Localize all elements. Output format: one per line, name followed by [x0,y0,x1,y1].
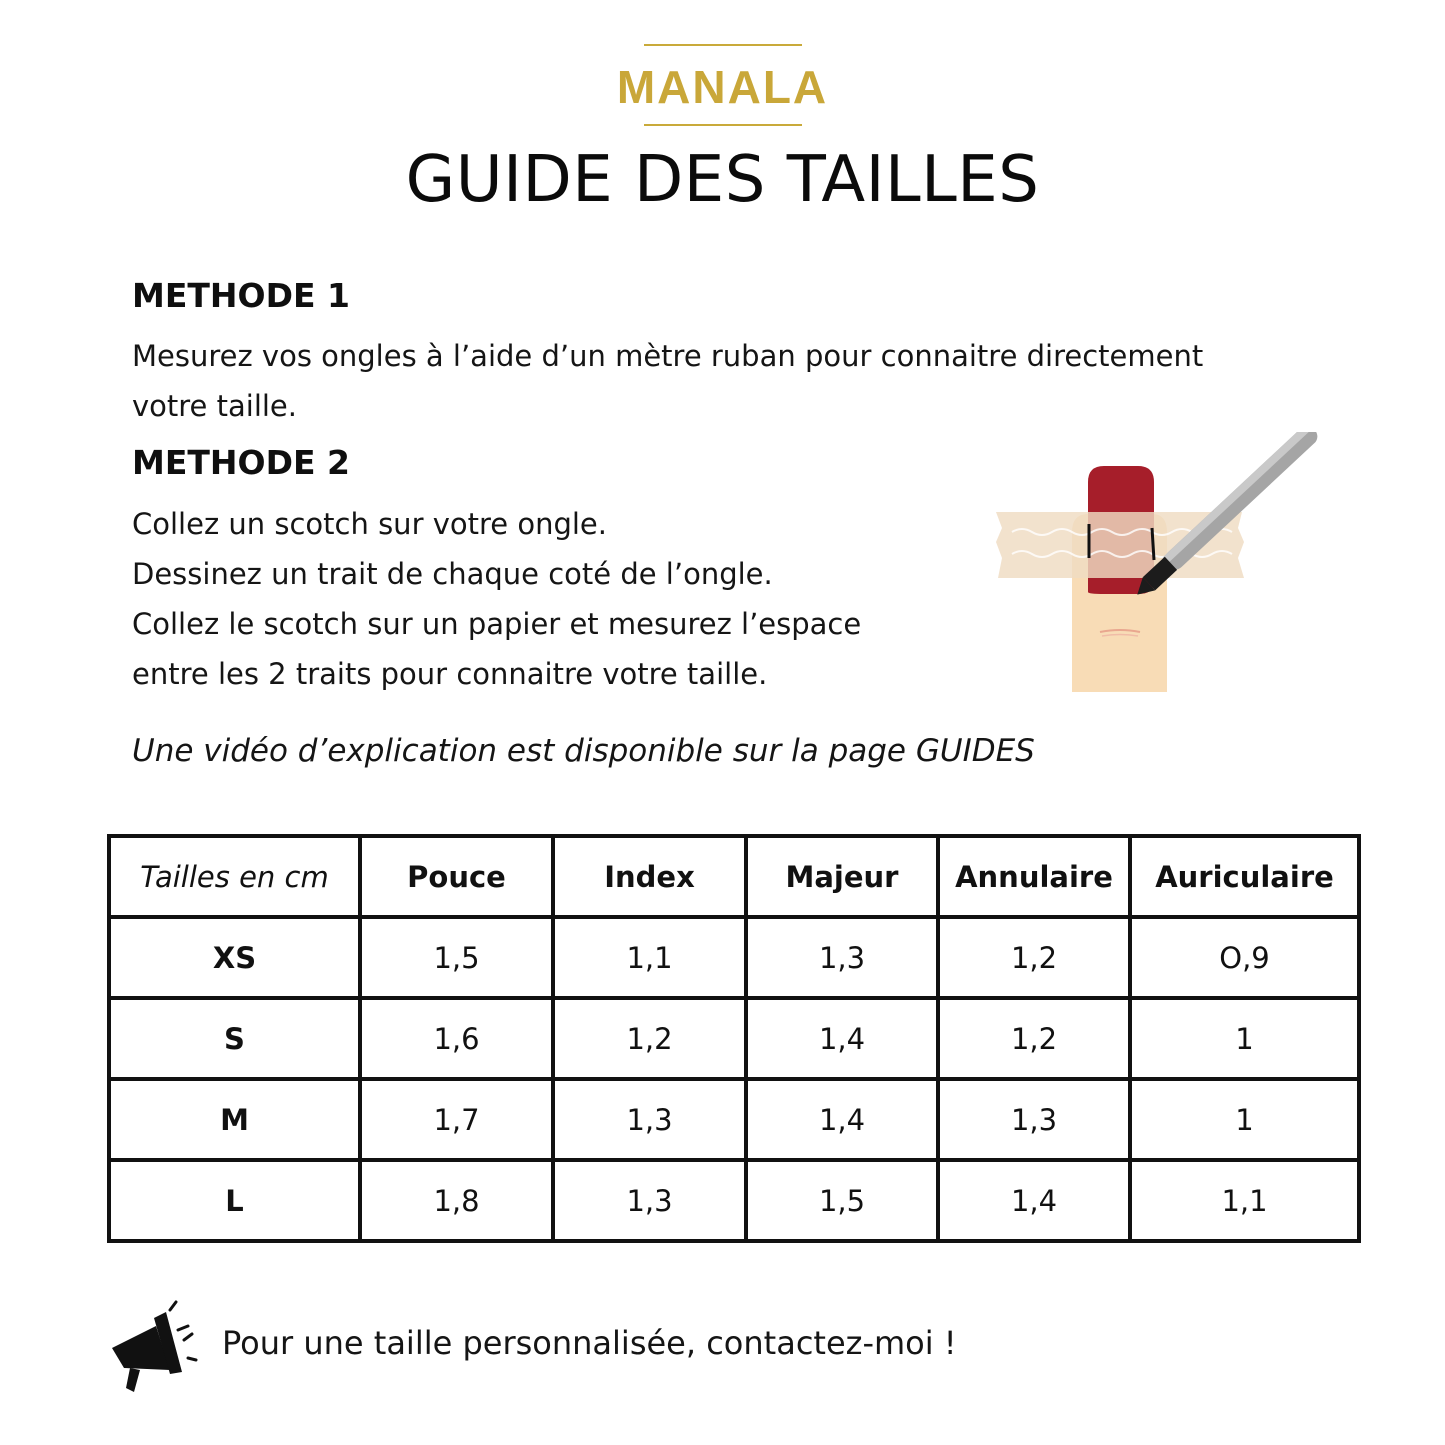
finger-tape-marker-icon [992,432,1332,694]
table-cell: 1,5 [746,1160,938,1241]
method-2-line: Dessinez un trait de chaque coté de l’ongle. [132,557,773,591]
table-cell: 1,1 [553,917,746,998]
brand-logo: MANALA [616,61,829,113]
table-cell: O,9 [1130,917,1359,998]
row-size-label: L [109,1160,360,1241]
column-header-index: Index [553,836,746,917]
table-cell: 1,4 [938,1160,1130,1241]
table-cell: 1,3 [746,917,938,998]
method-2-heading: METHODE 2 [132,443,350,482]
table-row [109,998,1359,1079]
footer-text: Pour une taille personnalisée, contactez-moi ! [222,1324,957,1362]
table-cell: 1,4 [746,998,938,1079]
table-cell: 1,3 [938,1079,1130,1160]
table-cell: 1,5 [360,917,553,998]
column-header-auriculaire: Auriculaire [1130,836,1359,917]
table-cell: 1,4 [746,1079,938,1160]
table-row [109,1079,1359,1160]
footer-contact [104,1296,1204,1396]
table-row [109,917,1359,998]
table-cell: 1,8 [360,1160,553,1241]
method-1-heading: METHODE 1 [132,276,350,315]
table-cell: 1,3 [553,1160,746,1241]
method-2-line: Collez un scotch sur votre ongle. [132,507,607,541]
nail-measure-illustration [992,432,1332,694]
table-cell: 1 [1130,1079,1359,1160]
table-cell: 1 [1130,998,1359,1079]
table-corner-label: Tailles en cm [109,836,360,917]
row-size-label: M [109,1079,360,1160]
table-cell: 1,1 [1130,1160,1359,1241]
video-note: Une vidéo d’explication est disponible sur la page GUIDES [132,733,1035,769]
row-size-label: XS [109,917,360,998]
column-header-annulaire: Annulaire [938,836,1130,917]
table-cell: 1,6 [360,998,553,1079]
size-table [107,834,1361,1243]
page-title: GUIDE DES TAILLES [405,143,1040,217]
table-cell: 1,2 [553,998,746,1079]
method-2-line: Collez le scotch sur un papier et mesurez l’espace [132,607,862,641]
table-cell: 1,2 [938,998,1130,1079]
brand-top-rule [644,44,802,46]
table-cell: 1,7 [360,1079,553,1160]
table-header-row [109,836,1359,917]
method-1-line: votre taille. [132,389,297,423]
method-2-text [132,499,861,699]
method-2-line: entre les 2 traits pour connaitre votre taille. [132,657,768,691]
table-cell: 1,3 [553,1079,746,1160]
megaphone-icon [104,1296,204,1396]
table-cell: 1,2 [938,917,1130,998]
table-row [109,1160,1359,1241]
brand-header [0,44,1445,126]
column-header-pouce: Pouce [360,836,553,917]
method-1-text [132,331,1203,431]
column-header-majeur: Majeur [746,836,938,917]
brand-bottom-rule [644,124,802,126]
row-size-label: S [109,998,360,1079]
method-1-line: Mesurez vos ongles à l’aide d’un mètre ruban pour connaitre directement [132,339,1204,373]
